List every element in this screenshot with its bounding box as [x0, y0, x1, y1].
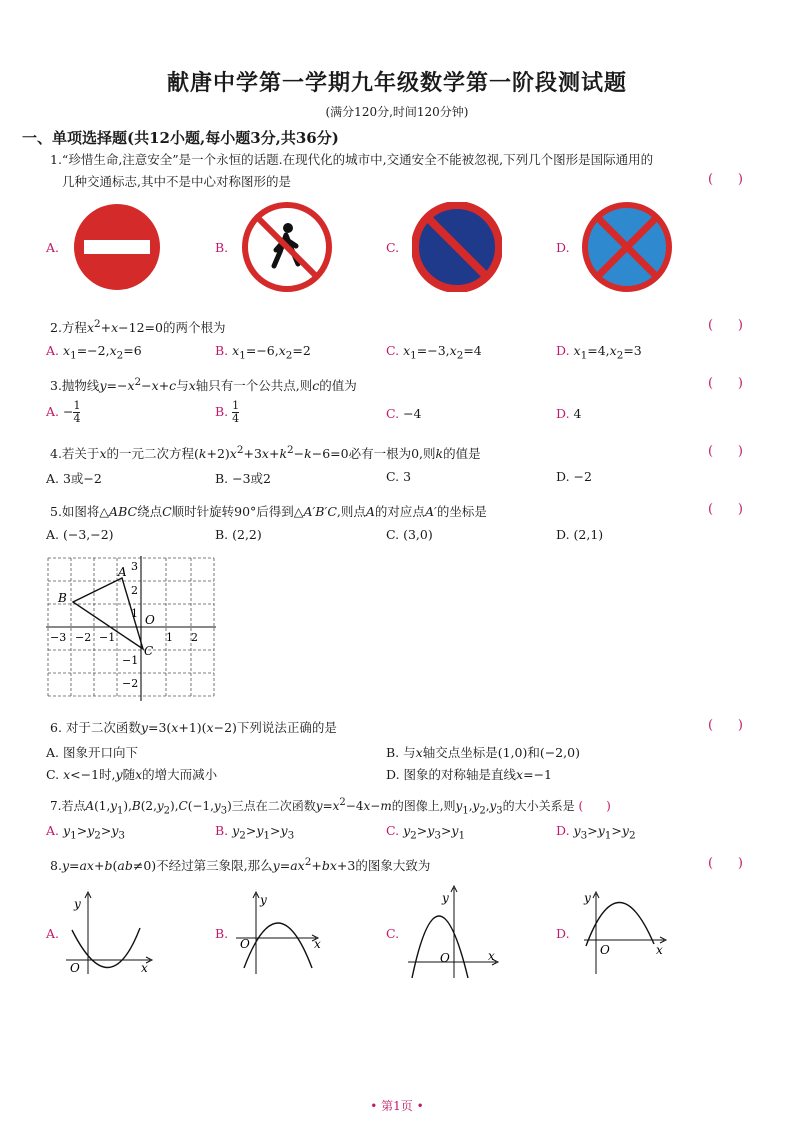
tick-xn1: −1: [99, 631, 116, 644]
svg-text:O: O: [440, 951, 450, 965]
tick-x2: 2: [191, 631, 198, 644]
tick-xn3: −3: [50, 631, 67, 644]
svg-text:y: y: [74, 897, 81, 911]
q8-graph-c: [404, 882, 504, 982]
q6-answer-paren: ( ): [708, 718, 743, 733]
q7-option-b[interactable]: B. $y_2>y_1>y_3$: [215, 823, 295, 842]
q6-option-c[interactable]: C. x<−1时,y随x的增大而减小: [46, 767, 218, 782]
q3-option-d[interactable]: D. 4: [556, 406, 582, 421]
q6-stem: 6. 对于二次函数y=3(x+1)(x−2)下列说法正确的是: [50, 720, 337, 735]
tick-xn2: −2: [75, 631, 92, 644]
svg-text:x: x: [488, 949, 495, 963]
q4-answer-paren: ( ): [708, 444, 743, 459]
q2-answer-paren: ( ): [708, 318, 743, 333]
q1-answer-paren: ( ): [708, 172, 743, 187]
svg-text:y: y: [584, 891, 591, 905]
q7-option-c[interactable]: C. $y_2>y_3>y_1$: [386, 823, 466, 842]
q6-option-d[interactable]: D. 图象的对称轴是直线x=−1: [386, 767, 552, 782]
q2-option-d[interactable]: D. $x_1=4,x_2=3$: [556, 343, 642, 362]
q3-option-b[interactable]: B. $\frac{1}{4}$: [215, 399, 240, 425]
q8-graph-d: [580, 888, 680, 978]
q5-option-b[interactable]: B. (2,2): [215, 527, 262, 542]
q5-answer-paren: ( ): [708, 502, 743, 517]
label-o: O: [145, 613, 155, 627]
page-number: • 第1页 •: [370, 1099, 424, 1113]
q1-option-d-label: D.: [556, 240, 570, 255]
q5-option-c[interactable]: C. (3,0): [386, 527, 433, 542]
q1-stem-line1: 1.“珍惜生命,注意安全”是一个永恒的话题.在现代化的城市中,交通安全不能被忽视,下列几个图形是国际通用的: [50, 152, 654, 167]
q1-option-a-label: A.: [46, 240, 60, 255]
tick-x1: 1: [166, 631, 173, 644]
page-title: 献唐中学第一学期九年级数学第一阶段测试题: [166, 70, 627, 96]
svg-text:x: x: [656, 943, 663, 957]
q7-option-d[interactable]: D. $y_3>y_1>y_2$: [556, 823, 636, 842]
tick-y2: 2: [131, 584, 138, 597]
label-b: B: [58, 591, 67, 605]
q2-option-a[interactable]: A. $x_1=-2,x_2=6$: [46, 343, 142, 362]
q8-option-a-label: A.: [46, 926, 60, 941]
tick-yn2: −2: [122, 677, 139, 690]
q8-option-c-label: C.: [386, 926, 400, 941]
q2-stem: 2.方程$x^2+x-12=0$的两个根为: [50, 318, 226, 336]
q8-graph-a: [62, 888, 157, 978]
q3-stem: 3.抛物线$y=-x^2-x+c$与x轴只有一个公共点,则c的值为: [50, 376, 357, 394]
svg-text:O: O: [70, 961, 80, 975]
svg-text:y: y: [260, 893, 267, 907]
q4-option-d[interactable]: D. −2: [556, 469, 592, 484]
q1-stem-line2: 几种交通标志,其中不是中心对称图形的是: [62, 174, 291, 189]
label-a: A: [118, 565, 127, 579]
svg-text:O: O: [240, 937, 250, 951]
no-parking-sign-icon: [412, 202, 502, 292]
q2-option-c[interactable]: C. $x_1=-3,x_2=4$: [386, 343, 482, 362]
q3-option-c[interactable]: C. −4: [386, 406, 422, 421]
q2-option-b[interactable]: B. $x_1=-6,x_2=2$: [215, 343, 311, 362]
svg-text:y: y: [442, 891, 449, 905]
q8-graph-b: [232, 888, 332, 978]
q7-stem: 7.若点$A(1,y_1),B(2,y_2),C(-1,y_3)$三点在二次函数$y=x^2-4x-m$的图像上,则$y_1,y_2,y_3$的大小关系是 ( ): [50, 797, 611, 817]
tick-y3: 3: [131, 560, 138, 573]
q5-stem: 5.如图将△ABC绕点C顺时针旋转90°后得到△A′B′C,则点A的对应点A′的坐标是: [50, 504, 487, 519]
no-entry-sign-icon: [72, 202, 162, 292]
q4-stem: 4.若关于x的一元二次方程$(k+2)x^2+3x+k^2-k-6=0$必有一根为0,则k的值是: [50, 444, 481, 462]
svg-text:x: x: [141, 961, 148, 975]
q8-option-b-label: B.: [215, 926, 229, 941]
q8-answer-paren: ( ): [708, 856, 743, 871]
no-stopping-sign-icon: [582, 202, 672, 292]
q5-option-a[interactable]: A. (−3,−2): [46, 527, 114, 542]
q6-option-a[interactable]: A. 图象开口向下: [46, 745, 138, 760]
q3-answer-paren: ( ): [708, 376, 743, 391]
tick-y1: 1: [131, 607, 138, 620]
q6-option-b[interactable]: B. 与x轴交点坐标是(1,0)和(−2,0): [386, 745, 580, 760]
q1-option-c-label: C.: [386, 240, 400, 255]
q4-option-c[interactable]: C. 3: [386, 469, 412, 484]
q5-grid-figure: [46, 556, 216, 701]
tick-yn1: −1: [122, 654, 139, 667]
label-c: C: [144, 644, 154, 658]
no-pedestrian-sign-icon: [242, 202, 332, 292]
svg-text:x: x: [314, 937, 321, 951]
svg-text:O: O: [600, 943, 610, 957]
section-heading: 一、单项选择题(共12小题,每小题3分,共36分): [22, 129, 339, 147]
q8-option-d-label: D.: [556, 926, 570, 941]
q1-option-b-label: B.: [215, 240, 229, 255]
q4-option-a[interactable]: A. 3或−2: [46, 471, 102, 486]
q4-option-b[interactable]: B. −3或2: [215, 471, 272, 486]
q3-option-a[interactable]: A. − $\frac{1}{4}$: [46, 399, 81, 425]
q5-option-d[interactable]: D. (2,1): [556, 527, 604, 542]
q8-stem: 8.y=ax+b(ab≠0)不经过第三象限,那么$y=ax^2+bx+3$的图象大致为: [50, 856, 431, 874]
q7-option-a[interactable]: A. $y_1>y_2>y_3$: [46, 823, 126, 842]
exam-subtitle: (满分120分,时间120分钟): [325, 105, 469, 119]
